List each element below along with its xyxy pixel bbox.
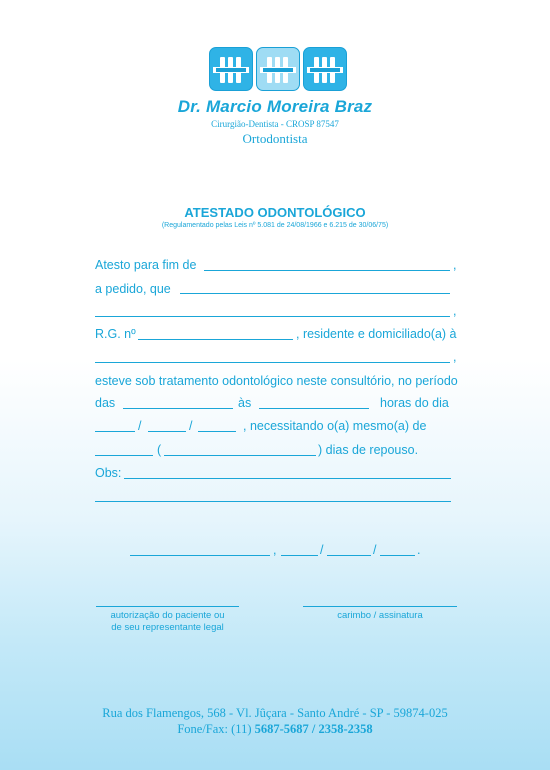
footer-address: Rua dos Flamengos, 568 - Vl. Jûçara - Santo André - SP - 59874-025 [102,706,448,720]
slash: / [373,543,377,557]
comma: , [453,350,457,364]
das-label: das [95,396,116,410]
comma: , [453,258,457,272]
phone-numbers: 5687-5687 / 2358-2358 [254,722,373,736]
start-time-field[interactable] [123,408,233,409]
rg-field[interactable] [138,339,293,340]
sign-month-field[interactable] [327,555,371,556]
logo [209,47,347,93]
month-field[interactable] [148,431,186,432]
credentials: Cirurgião-Dentista - CROSP 87547 [211,119,339,129]
form-subtitle: (Regulamentado pelas Leis nº 5.081 de 24/08/1966 e 6.215 de 30/06/75) [161,222,389,229]
patient-signature-label: autorização do paciente ou [110,610,225,621]
necessitando-label: , necessitando o(a) mesmo(a) de [243,419,427,433]
tooth-logo-icon [256,47,300,91]
paren-open: ( [157,443,162,457]
specialty: Ortodontista [242,131,308,146]
doctor-name: Dr. Marcio Moreira Braz [177,97,373,116]
line2-label: a pedido, que [95,282,171,296]
phone-label: Fone/Fax: (11) [177,722,252,736]
obs-field-continued[interactable] [95,501,451,502]
sign-year-field[interactable] [380,555,415,556]
day-field[interactable] [95,431,135,432]
tooth-logo-icon [209,47,253,91]
stamp-signature-label: carimbo / assinatura [337,610,423,621]
year-field[interactable] [198,431,236,432]
as-label: às [238,396,252,410]
horas-label: horas do dia [380,396,449,410]
patient-name-field[interactable] [180,293,450,294]
comma: , [273,543,277,557]
tooth-logo-icon [303,47,347,91]
end-time-field[interactable] [259,408,369,409]
footer-phone [0,722,550,737]
patient-signature-label-2: de seu representante legal [111,622,224,633]
line1-label: Atesto para fim de [95,258,197,272]
patient-name-field-continued[interactable] [95,316,450,317]
obs-field[interactable] [124,478,451,479]
treatment-statement: esteve sob tratamento odontológico neste consultório, no período [95,374,458,388]
form-title: ATESTADO ODONTOLÓGICO [184,205,366,220]
days-words-field[interactable] [164,455,316,456]
address-field[interactable] [95,362,450,363]
comma: , [453,304,457,318]
slash: / [138,419,142,433]
days-number-field[interactable] [95,455,153,456]
patient-signature-line[interactable] [96,606,239,607]
obs-label: Obs: [95,466,122,480]
slash: / [189,419,193,433]
stamp-signature-line[interactable] [303,606,457,607]
sign-day-field[interactable] [281,555,318,556]
purpose-field[interactable] [204,270,450,271]
slash: / [320,543,324,557]
rg-suffix: , residente e domiciliado(a) à [296,327,457,341]
period: . [417,543,421,557]
rg-label: R.G. nº [95,327,136,341]
dias-label: ) dias de repouso. [318,443,419,457]
city-field[interactable] [130,555,270,556]
